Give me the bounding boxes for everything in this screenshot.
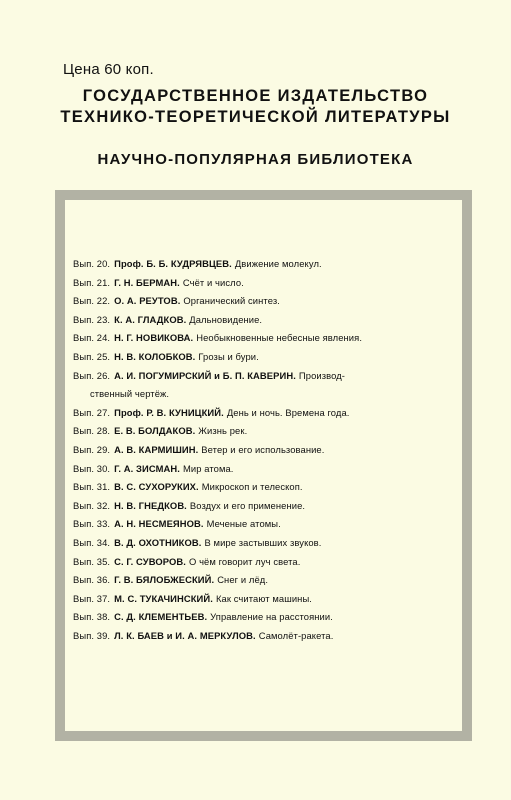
issue-author: О. А. РЕУТОВ. <box>114 295 181 307</box>
publisher-name-line-1: ГОСУДАРСТВЕННОЕ ИЗДАТЕЛЬСТВО <box>82 87 429 105</box>
issue-title: Ветер и его использование. <box>201 443 325 455</box>
issue-author: М. С. ТУКАЧИНСКИЙ. <box>114 592 213 604</box>
issue-number: Вып. 39. <box>73 629 111 641</box>
issue-author: Н. В. КОЛОБКОВ. <box>114 350 196 362</box>
issue-author: В. С. СУХОРУКИХ. <box>114 481 199 493</box>
issue-number: Вып. 29. <box>73 443 111 455</box>
issue-title: Органический синтез. <box>183 295 280 307</box>
issue-entry <box>73 608 463 627</box>
issue-author: Н. Г. НОВИКОВА. <box>114 332 194 344</box>
issue-author: С. Д. КЛЕМЕНТЬЕВ. <box>114 611 208 623</box>
issue-author: С. Г. СУВОРОВ. <box>114 555 186 567</box>
issue-number: Вып. 37. <box>73 592 111 604</box>
issue-entry <box>73 274 463 293</box>
issue-number: Вып. 20. <box>73 258 111 269</box>
issue-number: Вып. 35. <box>73 555 111 567</box>
issue-title: Производ- <box>298 369 345 381</box>
issue-title: Управление на расстоянии. <box>210 611 333 623</box>
issue-entry <box>73 515 463 534</box>
issue-title: Микроскоп и телескоп. <box>201 481 303 493</box>
issue-number: Вып. 32. <box>73 499 111 511</box>
issue-author: А. В. КАРМИШИН. <box>114 443 199 455</box>
issue-number: Вып. 25. <box>73 350 111 362</box>
issue-entry <box>73 422 463 441</box>
issue-entry <box>73 497 463 516</box>
issue-number: Вып. 28. <box>73 425 111 437</box>
issue-title: Счёт и число. <box>182 276 244 288</box>
issue-title: ственный чертёж. <box>90 388 170 400</box>
issue-title: Мир атома. <box>182 462 234 474</box>
issue-title: Самолёт-ракета. <box>258 629 334 641</box>
price-label: Цена 60 коп. <box>63 61 154 78</box>
issue-number: Вып. 33. <box>73 518 111 530</box>
issue-title: Дальновидение. <box>189 313 263 325</box>
issue-title: Необыкновенные небесные явления. <box>196 332 363 344</box>
issue-entry <box>73 478 463 497</box>
issue-entry <box>73 571 463 590</box>
issue-entry <box>73 534 463 553</box>
issue-title: Меченые атомы. <box>206 518 281 530</box>
issue-author: Е. В. БОЛДАКОВ. <box>114 425 196 437</box>
issue-number: Вып. 30. <box>73 462 111 474</box>
issue-number: Вып. 38. <box>73 611 111 623</box>
issue-entry <box>73 404 463 423</box>
issue-entry <box>73 553 463 572</box>
issue-author: Г. А. ЗИСМАН. <box>114 462 180 474</box>
issue-title: Как считают машины. <box>215 592 312 604</box>
issue-number: Вып. 34. <box>73 536 111 548</box>
issue-entry <box>73 460 463 479</box>
issue-entry <box>73 311 463 330</box>
issue-title: Воздух и его применение. <box>189 499 306 511</box>
issue-number: Вып. 21. <box>73 276 111 288</box>
issue-author: Г. В. БЯЛОБЖЕСКИЙ. <box>114 574 215 586</box>
issue-author: А. Н. НЕСМЕЯНОВ. <box>114 518 204 530</box>
issue-number: Вып. 22. <box>73 295 111 307</box>
issues-list <box>73 255 463 645</box>
issue-author: К. А. ГЛАДКОВ. <box>114 313 187 325</box>
issue-number: Вып. 27. <box>73 406 111 418</box>
issue-number: Вып. 36. <box>73 574 111 586</box>
issue-entry <box>73 348 463 367</box>
issue-title: День и ночь. Времена года. <box>226 406 350 418</box>
issue-author: Проф. Р. В. КУНИЦКИЙ. <box>114 406 224 418</box>
issue-author: Н. В. ГНЕДКОВ. <box>114 499 187 511</box>
issue-entry <box>73 292 463 311</box>
issue-entry <box>73 590 463 609</box>
issue-entry <box>73 627 463 646</box>
issue-entry-continuation <box>73 385 463 404</box>
issue-title: Грозы и бури. <box>198 350 259 362</box>
issue-author: Проф. Б. Б. КУДРЯВЦЕВ. <box>114 258 232 269</box>
issue-author: В. Д. ОХОТНИКОВ. <box>114 536 202 548</box>
issue-number: Вып. 31. <box>73 481 111 493</box>
issue-author: А. И. ПОГУМИРСКИЙ и Б. П. КАВЕРИН. <box>114 369 296 381</box>
publisher-name-line-2: ТЕХНИКО-ТЕОРЕТИЧЕСКОЙ ЛИТЕРАТУРЫ <box>60 108 451 126</box>
issue-author: Г. Н. БЕРМАН. <box>114 276 180 288</box>
issue-number: Вып. 24. <box>73 332 111 344</box>
series-title: НАУЧНО-ПОПУЛЯРНАЯ БИБЛИОТЕКА <box>97 151 414 168</box>
issue-title: О чём говорит луч света. <box>188 555 301 567</box>
issue-entry <box>73 255 463 274</box>
issue-title: В мире застывших звуков. <box>204 536 322 548</box>
issue-title: Жизнь рек. <box>198 425 248 437</box>
issue-title: Снег и лёд. <box>217 574 269 586</box>
issue-number: Вып. 26. <box>73 369 111 381</box>
issue-entry <box>73 329 463 348</box>
issue-entry <box>73 367 463 386</box>
issue-author: Л. К. БАЕВ и И. А. МЕРКУЛОВ. <box>114 629 256 641</box>
issue-entry <box>73 441 463 460</box>
issue-number: Вып. 23. <box>73 313 111 325</box>
issue-title: Движение молекул. <box>234 258 322 269</box>
